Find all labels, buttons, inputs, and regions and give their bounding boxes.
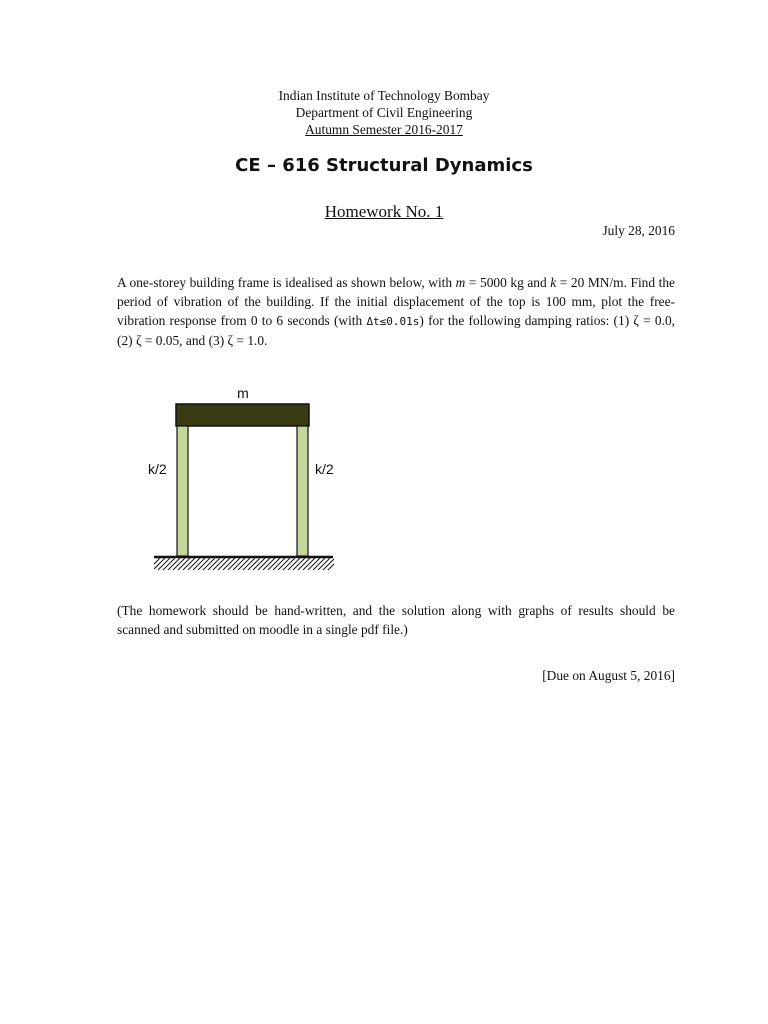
frame-diagram bbox=[140, 380, 380, 580]
left-spring-label: k/2 bbox=[148, 461, 167, 477]
problem-text-4: ) for the following damping ratios: (1) ζ = 0.0, (2) ζ = 0.05, and (3) ζ = 1.0. bbox=[117, 313, 675, 348]
problem-text-2: = 5000 kg and bbox=[465, 275, 551, 290]
ground-hatching bbox=[148, 558, 340, 570]
right-column bbox=[297, 426, 308, 556]
problem-text-3: = 20 MN/m. Find the period of vibration of the building. If the initial displacement of the top is 100 mm, plot the free-vibration response from 0 to 6 seconds (with bbox=[117, 275, 675, 328]
stiffness-variable: k bbox=[550, 275, 557, 290]
institution-name: Indian Institute of Technology Bombay bbox=[278, 88, 490, 103]
time-step-condition: Δt≤0.01s bbox=[366, 315, 420, 328]
left-column bbox=[177, 426, 188, 556]
problem-statement bbox=[117, 273, 675, 350]
problem-text-1: A one-storey building frame is idealised as shown below, with bbox=[117, 275, 456, 290]
submission-note: (The homework should be hand-written, and the solution along with graphs of results should be scanned and submitted on moodle in a single pdf file.) bbox=[117, 603, 675, 637]
semester-line: Autumn Semester 2016-2017 bbox=[305, 122, 463, 137]
mass-variable: m bbox=[455, 275, 466, 290]
mass-slab bbox=[176, 404, 309, 426]
right-spring-label: k/2 bbox=[315, 461, 334, 477]
due-date: [Due on August 5, 2016] bbox=[542, 668, 675, 683]
homework-title: Homework No. 1 bbox=[324, 202, 444, 221]
issue-date: July 28, 2016 bbox=[602, 223, 675, 238]
mass-label: m bbox=[237, 385, 249, 401]
department-name: Department of Civil Engineering bbox=[295, 105, 473, 120]
course-title: CE – 616 Structural Dynamics bbox=[235, 155, 533, 176]
